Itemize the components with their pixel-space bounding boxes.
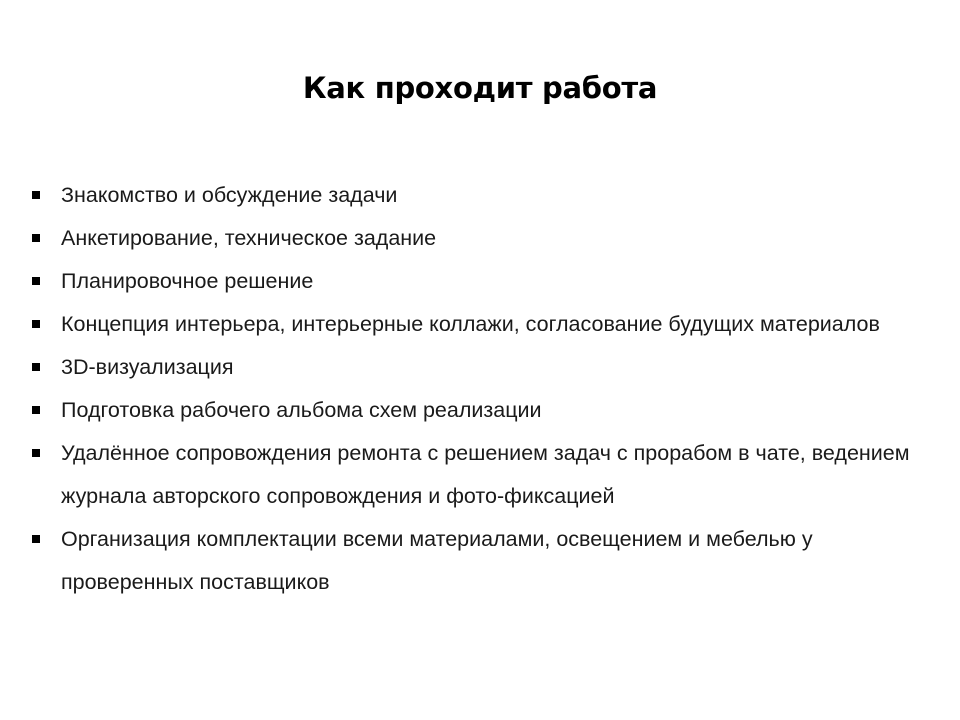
square-bullet-icon (32, 191, 40, 199)
list-item (32, 217, 932, 260)
square-bullet-icon (32, 234, 40, 242)
list-item-text: Удалённое сопровождения ремонта с решением задач с прорабом в чате, ведением журнала авторского сопровождения и фото-фиксацией (61, 441, 910, 508)
page-title: Как проходит работа (302, 71, 658, 105)
square-bullet-icon (32, 320, 40, 328)
list-item (32, 303, 932, 346)
square-bullet-icon (32, 363, 40, 371)
process-steps-list (32, 174, 932, 604)
list-item-text: Подготовка рабочего альбома схем реализации (61, 398, 542, 422)
list-item (32, 174, 932, 217)
square-bullet-icon (32, 449, 40, 457)
list-item-text: Знакомство и обсуждение задачи (61, 183, 398, 207)
square-bullet-icon (32, 277, 40, 285)
square-bullet-icon (32, 535, 40, 543)
list-item (32, 260, 932, 303)
list-item (32, 518, 932, 604)
list-item (32, 432, 932, 518)
list-item (32, 346, 932, 389)
list-item-text: Концепция интерьера, интерьерные коллажи, согласование будущих материалов (61, 312, 880, 336)
list-item-text: 3D-визуализация (61, 355, 234, 379)
list-item (32, 389, 932, 432)
square-bullet-icon (32, 406, 40, 414)
list-item-text: Анкетирование, техническое задание (61, 226, 437, 250)
list-item-text: Планировочное решение (61, 269, 314, 293)
list-item-text: Организация комплектации всеми материалами, освещением и мебелью у проверенных поставщиков (61, 527, 813, 594)
